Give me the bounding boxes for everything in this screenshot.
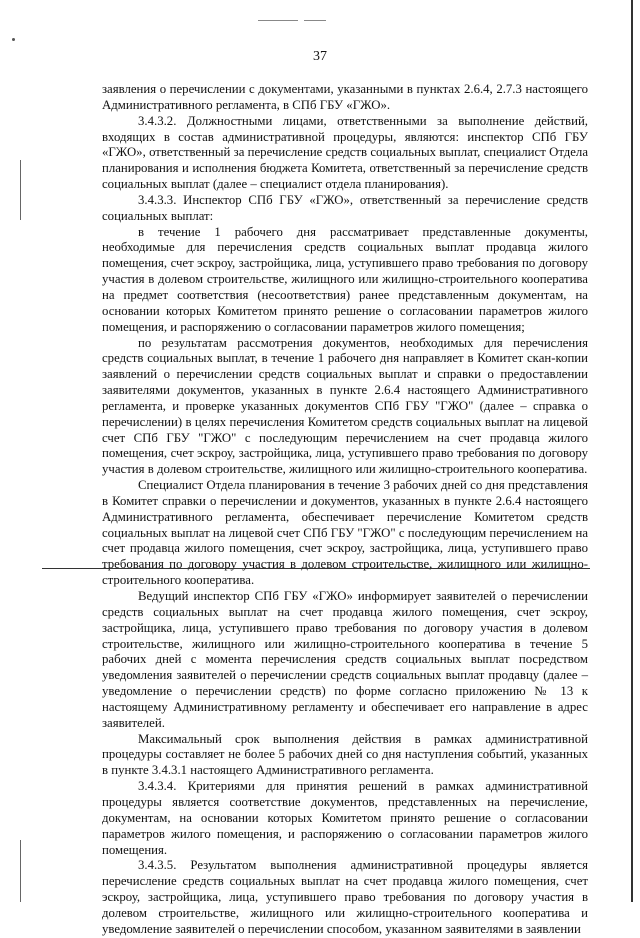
scan-artifact bbox=[258, 20, 298, 21]
paragraph: заявления о перечислении с документами, указанными в пунктах 2.6.4, 2.7.3 настоящего Административного регламента, в СПб ГБУ «ГЖО». bbox=[102, 82, 588, 112]
paragraph: по результатам рассмотрения документов, необходимых для перечисления средств социальных выплат, в течение 1 рабочего дня направляет в Комитет скан-копии заявлений о перечислении средств социальных выплат и справки о предоставлении заявителями документов, указанных в пункте 2.6.4 настоящего Административного регламента, и проверке указанных документов СПб ГБУ "ГЖО" (далее – справка о перечислении) в целях перечисления Комитетом средств социальных выплат на лицевой счет СПб ГБУ "ГЖО" с последующим перечислением на счет продавца жилого помещения, счет эскроу, застройщика, лица, уступившего право требования по договору участия в долевом строительстве, жилищного или жилищно-строительного кооператива. bbox=[102, 335, 588, 477]
paragraph: Максимальный срок выполнения действия в рамках административной процедуры составляет не более 5 рабочих дней со дня наступления событий, указанных в пункте 3.4.3.1 настоящего Административного регламента. bbox=[102, 731, 588, 778]
scan-edge-left bbox=[20, 840, 21, 902]
scan-artifact bbox=[12, 38, 15, 41]
paragraph: в течение 1 рабочего дня рассматривает представленные документы, необходимые для перечисления средств социальных выплат продавца жилого помещения, счет эскроу, застройщика, лица, уступившего право требования по договору участия в долевом строительстве, жилищного или жилищно-строительного кооператива на предмет соответствия (несоответствия) ранее представленным документам, на основании которых Комитетом принято решение о согласовании параметров жилого помещения, и распоряжению о согласовании параметров жилого помещения; bbox=[102, 224, 588, 334]
scan-edge-left bbox=[20, 160, 21, 220]
document-body bbox=[102, 82, 588, 938]
scan-edge-right bbox=[631, 0, 633, 902]
paragraph: 3.4.3.3. Инспектор СПб ГБУ «ГЖО», ответственный за перечисление средств социальных выплат: bbox=[102, 192, 588, 223]
scan-strike-line bbox=[42, 568, 590, 569]
paragraph: 3.4.3.2. Должностными лицами, ответственными за выполнение действий, входящих в состав административной процедуры, являются: инспектор СПб ГБУ «ГЖО», ответственный за перечисление средств социальных выплат, специалист Отдела планирования и исполнения бюджета Комитета, ответственный за перечисление средств социальных выплат (далее – специалист отдела планирования). bbox=[102, 113, 588, 192]
page-number: 37 bbox=[313, 49, 327, 64]
paragraph: 3.4.3.4. Критериями для принятия решений в рамках административной процедуры является соответствие документов, представленных на перечисление, документам, на основании которых Комитетом принято решение о согласовании параметров жилого помещения, и распоряжению о согласовании параметров жилого помещения. bbox=[102, 779, 588, 857]
paragraph: Специалист Отдела планирования в течение 3 рабочих дней со дня представления в Комитет справки о перечислении и документов, указанных в пункте 2.6.4 настоящего Административного регламента, обеспечивает перечисление Комитетом средств социальных выплат на лицевой счет СПб ГБУ "ГЖО" с последующим перечислением на счет продавца жилого помещения, счет эскроу, застройщика, лица, уступившего право требования по договору участия в долевом строительстве, жилищного или жилищно-строительного кооператива. bbox=[102, 478, 588, 588]
paragraph: Ведущий инспектор СПб ГБУ «ГЖО» информирует заявителей о перечислении средств социальных выплат на счет продавца жилого помещения, счет эскроу, застройщика, лица, уступившего право требования по договору участия в долевом строительстве, жилищного или жилищно-строительного кооператива в течение 5 рабочих дней с момента перечисления средств социальных выплат посредством уведомления заявителей о перечислении средств социальных выплат продавцу (далее – уведомление о перечислении средств) по форме согласно приложению № 13 к настоящему Административному регламенту и обеспечивает его направление в адрес заявителей. bbox=[102, 589, 588, 730]
scan-artifact bbox=[304, 20, 326, 21]
paragraph: 3.4.3.5. Результатом выполнения административной процедуры является перечисление средств социальных выплат на счет продавца жилого помещения, счет эскроу, застройщика, лица, уступившего право требования по договору участия в долевом строительстве, жилищного или жилищно-строительного кооператива и уведомление заявителей о перечислении способом, указанном заявителями в заявлении bbox=[102, 858, 588, 936]
